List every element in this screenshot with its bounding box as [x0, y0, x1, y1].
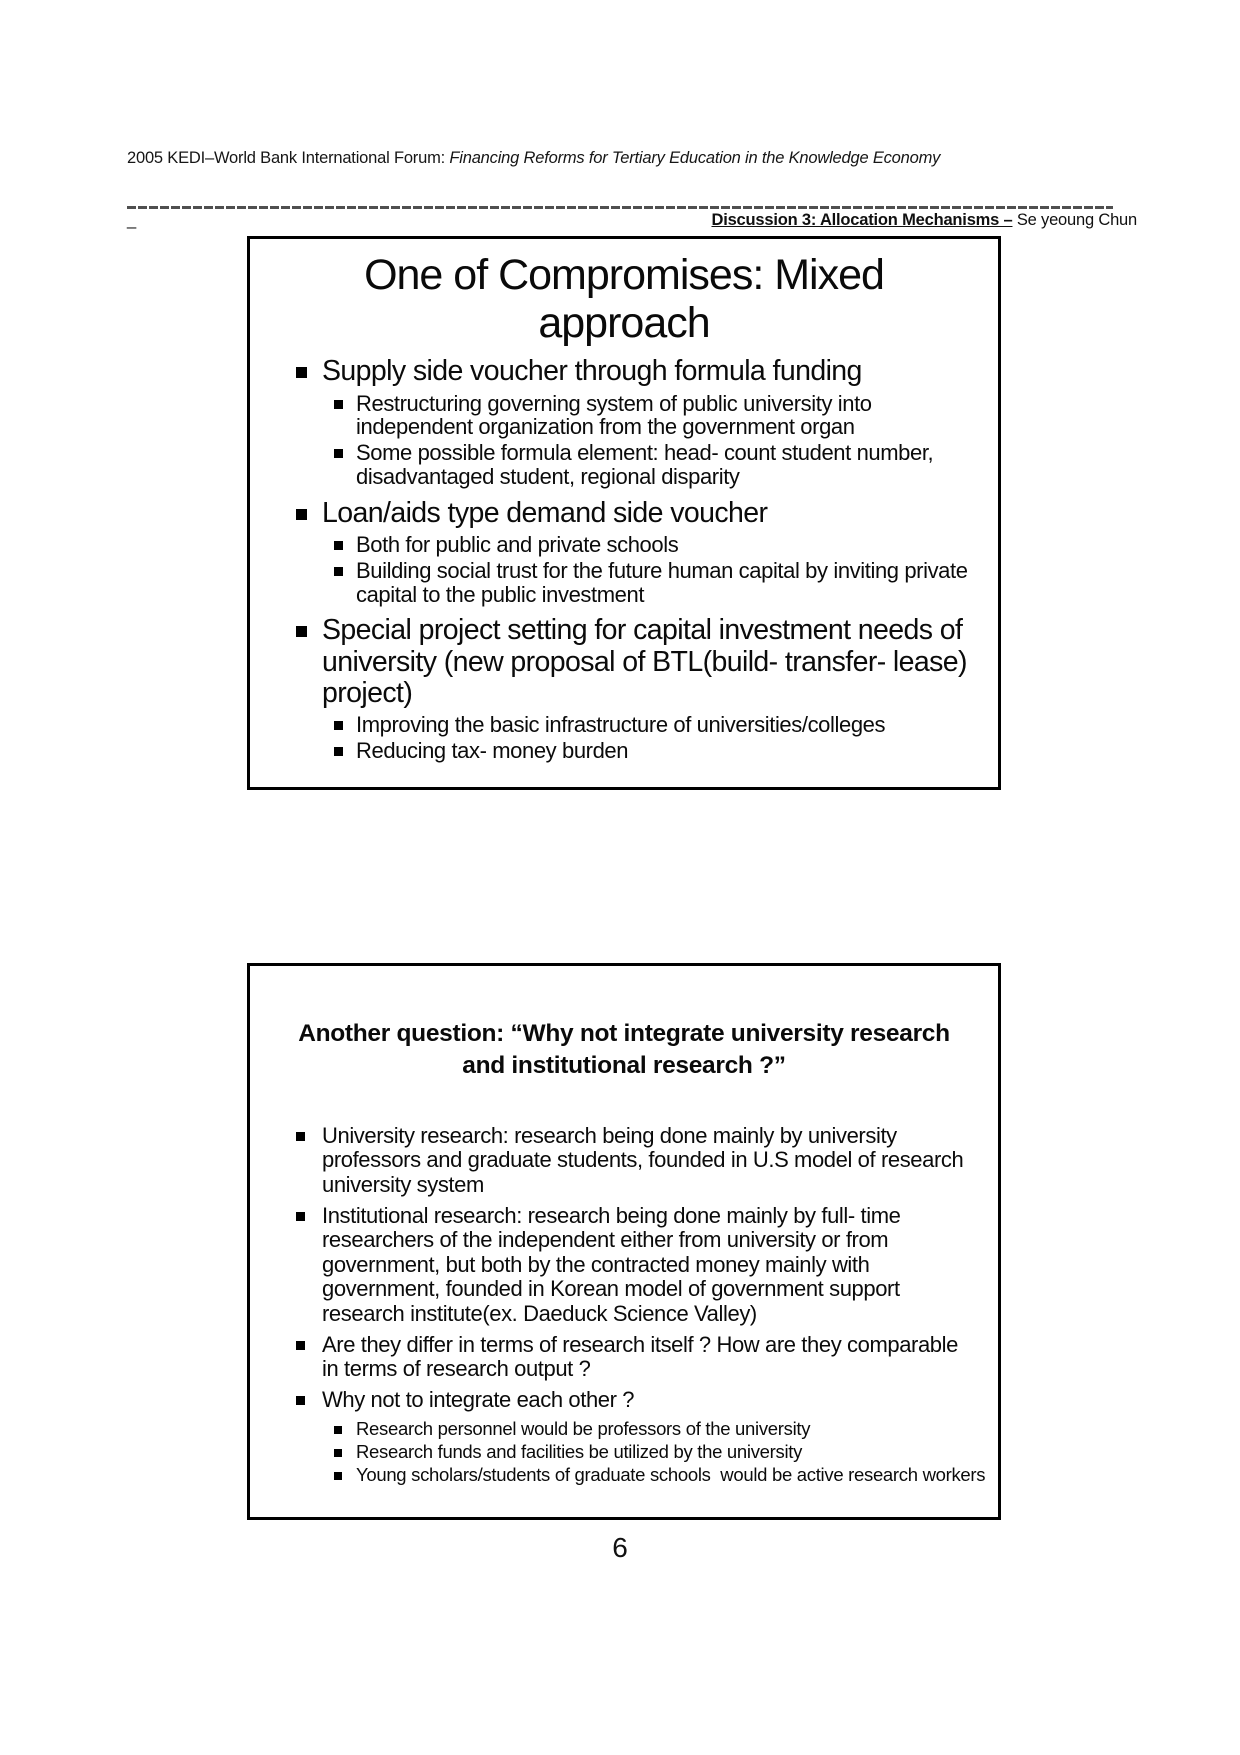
bullet-square-icon	[334, 541, 343, 550]
forum-title: 2005 KEDI–World Bank International Forum:	[127, 149, 445, 167]
sub-bullet-item	[334, 559, 986, 607]
bullet-item	[296, 1204, 976, 1327]
session-text	[711, 211, 1137, 230]
slide-another-question	[247, 963, 1001, 1520]
sub-bullet-text: Reducing tax- money burden	[356, 738, 629, 764]
sub-bullet-text: Restructuring governing system of public university into independent organization from the government organ	[356, 390, 878, 440]
sub-bullet-text: Both for public and private schools	[356, 532, 679, 557]
sub-bullet-item	[334, 739, 986, 763]
bullet-item	[296, 356, 972, 387]
sub-bullet-item	[334, 533, 986, 557]
sub-bullet-item	[334, 441, 986, 489]
slide2-title-line2: and institutional research ?”	[462, 1051, 786, 1079]
bullet-text: Are they differ in terms of research itself ? How are they comparable in terms of research output ?	[322, 1331, 964, 1382]
bullet-square-icon	[296, 1396, 305, 1405]
sub-bullet-item	[334, 392, 986, 440]
bullet-square-icon	[296, 1212, 305, 1221]
bullet-square-icon	[334, 567, 343, 576]
session-line	[127, 211, 1137, 230]
bullet-square-icon	[296, 1132, 305, 1141]
page-number: 6	[612, 1532, 628, 1563]
sub-bullet-text: Research funds and facilities be utilized by the university	[356, 1440, 803, 1462]
bullet-square-icon	[334, 1472, 342, 1480]
bullet-square-icon	[334, 1426, 342, 1434]
slide1-title-line1: One of Compromises: Mixed	[364, 251, 884, 299]
bullet-text: Institutional research: research being done mainly by full- time researchers of the independent either from university or from government, but both by the contracted money mainly with government, founded in Korean model of government support research institute(ex. Daeduck Science Valley)	[322, 1202, 907, 1327]
bullet-item	[296, 1388, 976, 1413]
session-title: Discussion 3: Allocation Mechanisms –	[711, 211, 1013, 229]
bullet-text: Special project setting for capital investment needs of university (new proposal of BTL(build- transfer- lease) project)	[322, 614, 975, 709]
bullet-text: University research: research being done mainly by university professors and graduate students, founded in U.S model of research university system	[322, 1122, 970, 1197]
bullet-square-icon	[296, 1341, 305, 1350]
sub-bullet-item	[334, 713, 986, 737]
sub-bullet-text: Improving the basic infrastructure of universities/colleges	[356, 712, 886, 738]
bullet-square-icon	[334, 449, 343, 458]
session-author: Se yeoung Chun	[1012, 211, 1137, 229]
slide-one-of-compromises	[247, 236, 1001, 790]
slide2-title-line1: Another question: “Why not integrate university research	[298, 1020, 950, 1047]
forum-header	[127, 149, 1127, 168]
slide2-bullet-list	[250, 1124, 998, 1486]
sub-bullet-text: Building social trust for the future human capital by inviting private capital to the public investment	[356, 557, 974, 607]
header-divider	[127, 206, 1113, 209]
sub-bullet-text: Some possible formula element: head- count student number, disadvantaged student, regional disparity	[356, 440, 939, 489]
bullet-item	[296, 1124, 976, 1198]
bullet-text: Supply side voucher through formula funding	[322, 355, 862, 388]
bullet-square-icon	[334, 747, 343, 756]
bullet-square-icon	[334, 1449, 342, 1457]
bullet-square-icon	[296, 367, 307, 378]
bullet-square-icon	[296, 509, 307, 520]
bullet-item	[296, 614, 975, 709]
bullet-text: Loan/aids type demand side voucher	[322, 496, 768, 529]
sub-bullet-text: Young scholars/students of graduate schools would be active research workers	[356, 1464, 986, 1486]
bullet-square-icon	[334, 400, 343, 409]
slide1-title	[314, 251, 934, 347]
bullet-square-icon	[334, 721, 343, 730]
sub-bullet-item	[334, 1465, 990, 1485]
bullet-item	[296, 498, 972, 529]
slide2-title	[294, 1018, 954, 1082]
bullet-text: Why not to integrate each other ?	[322, 1386, 635, 1412]
stray-underscore: _	[127, 211, 136, 229]
slide1-bullet-list	[250, 356, 998, 762]
sub-bullet-text: Research personnel would be professors of the university	[356, 1417, 811, 1439]
sub-bullet-item	[334, 1419, 990, 1439]
slide1-title-line2: approach	[538, 299, 710, 348]
sub-bullet-item	[334, 1442, 990, 1462]
bullet-item	[296, 1333, 976, 1382]
bullet-square-icon	[296, 626, 307, 637]
forum-title-italic: Financing Reforms for Tertiary Education in the Knowledge Economy	[445, 149, 941, 167]
